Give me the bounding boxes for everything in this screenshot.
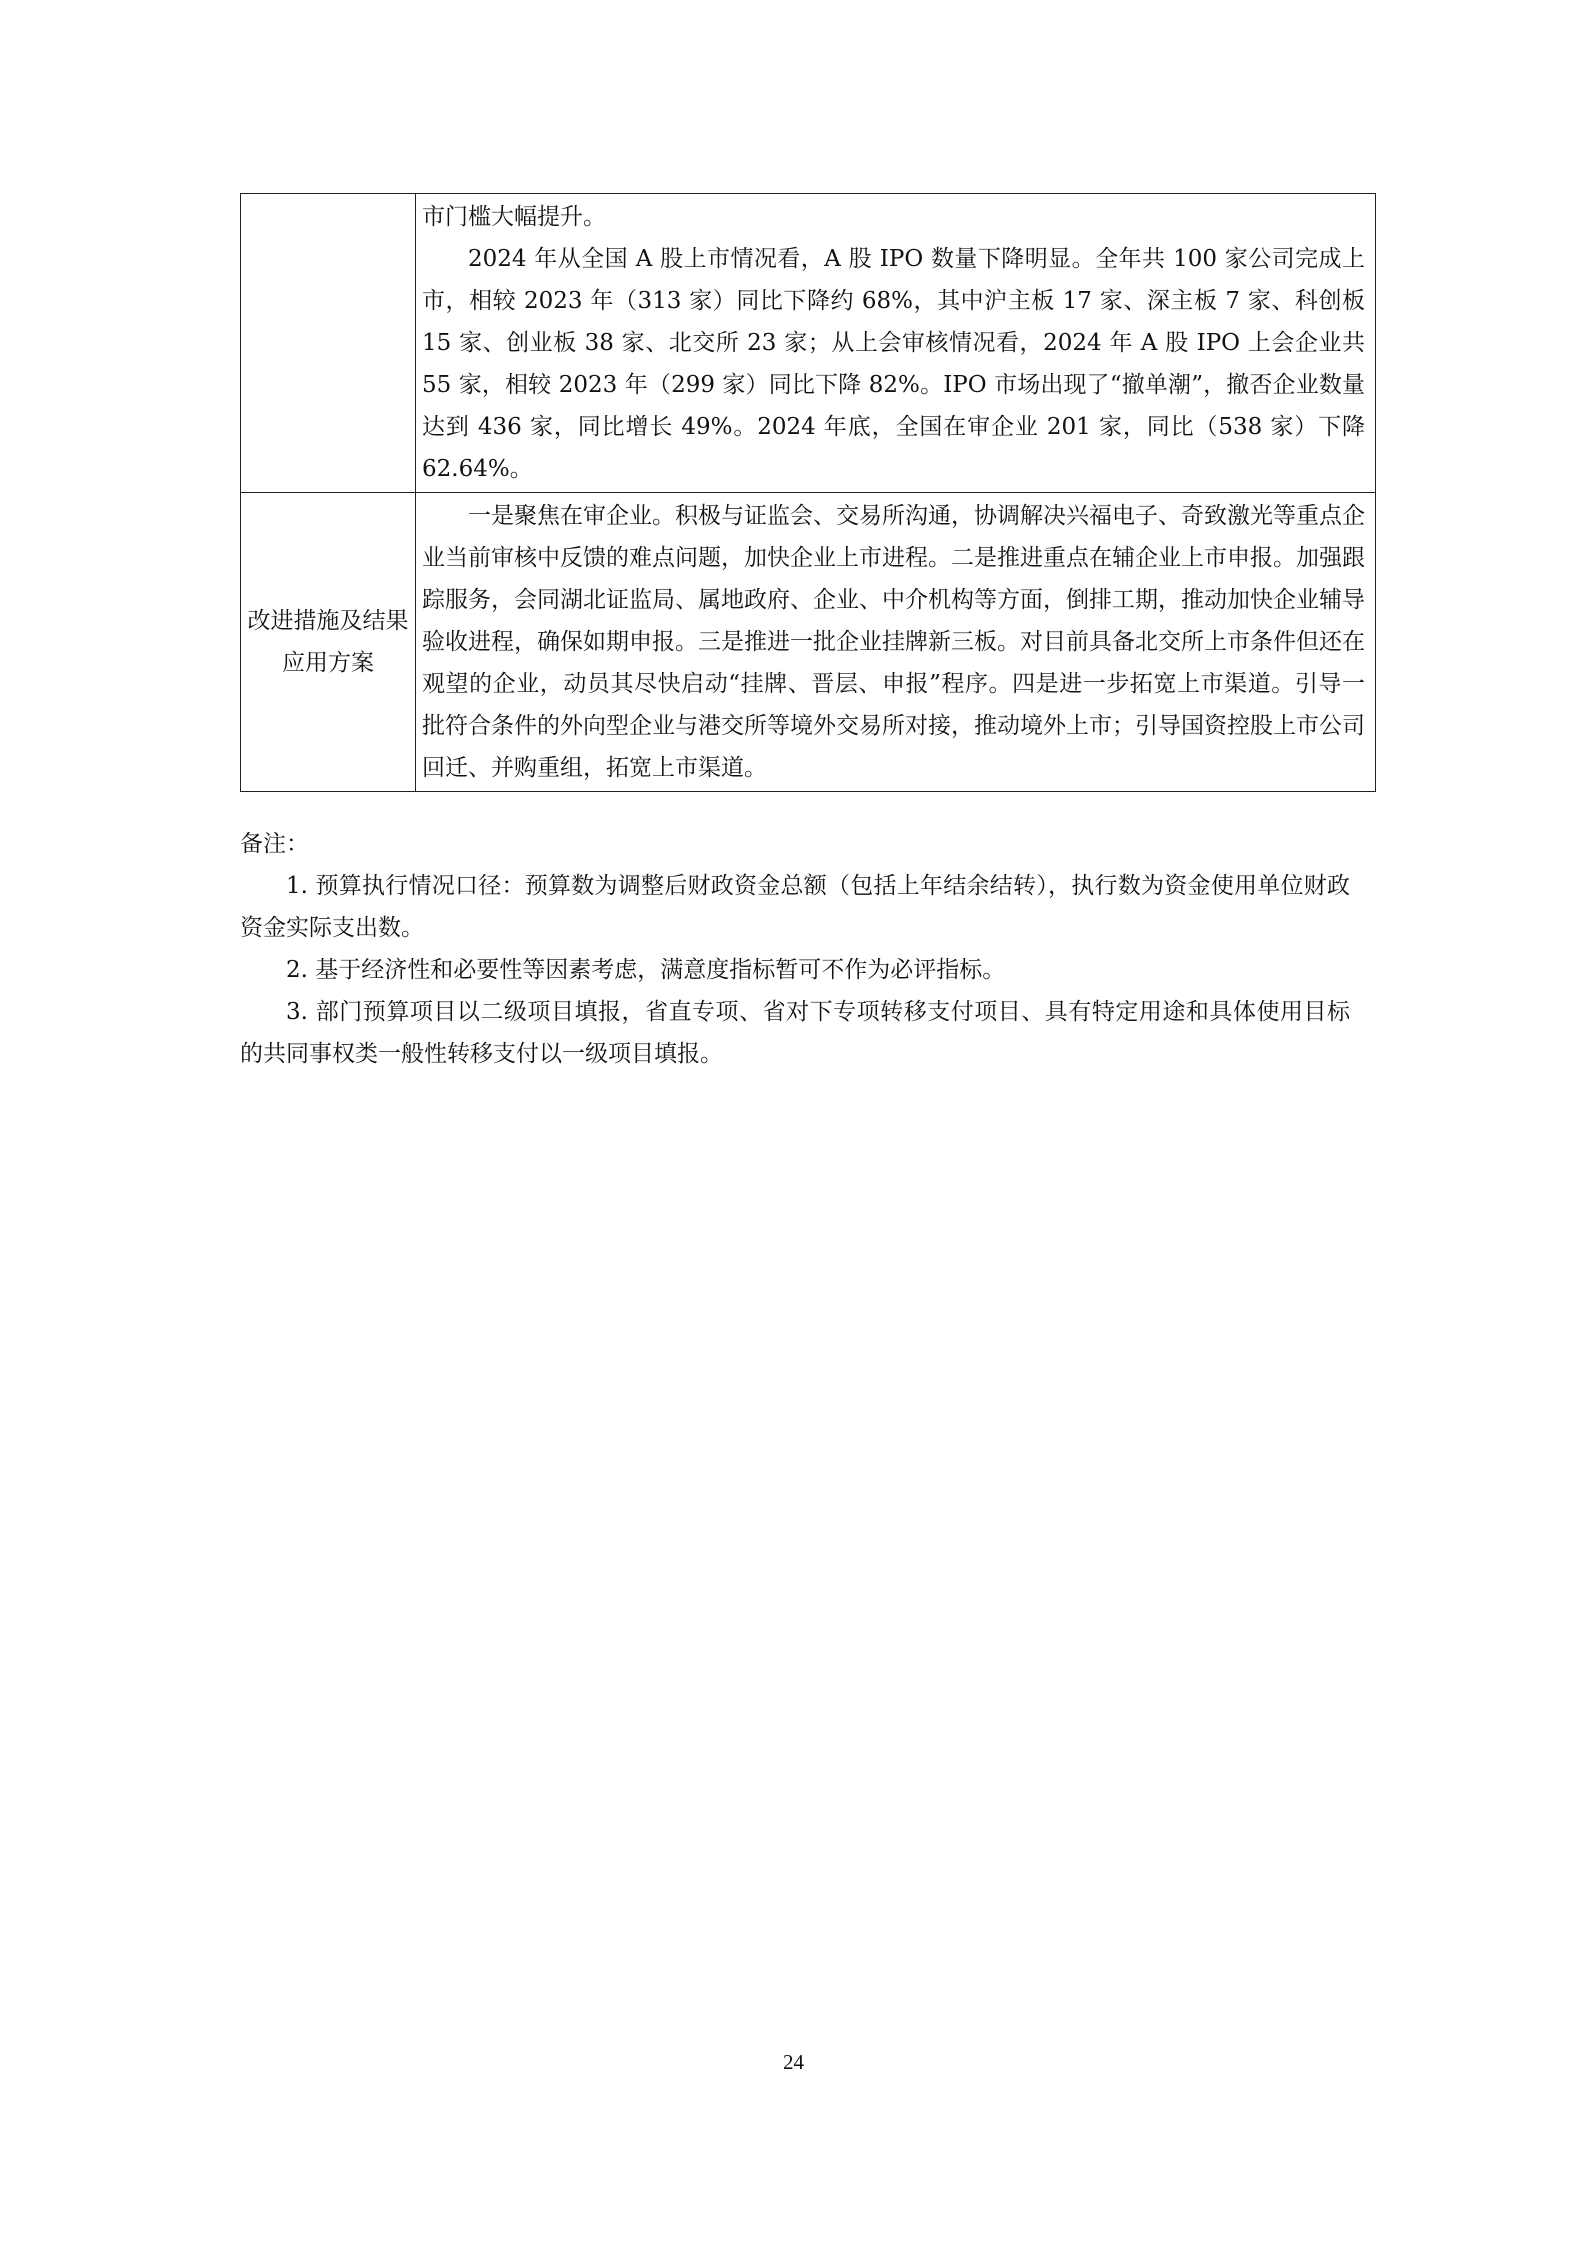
table-row bbox=[241, 194, 1376, 493]
performance-table bbox=[240, 193, 1376, 792]
notes-section bbox=[240, 823, 1350, 1075]
content-paragraph: 2024 年从全国 A 股上市情况看，A 股 IPO 数量下降明显。全年共 100 家公司完成上市，相较 2023 年（313 家）同比下降约 68%，其中沪主板 17 家、深主板 7 家、科创板 15 家、创业板 38 家、北交所 23 家；从上会审核情况看，2024 年 A 股 IPO 上会企业共 55 家，相较 2023 年（299 家）同比下降 82%。IPO 市场出现了“撤单潮”，撤否企业数量达到 436 家，同比增长 49%。2024 年底，全国在审企业 201 家，同比（538 家）下降 62.64%。 bbox=[422, 246, 1365, 482]
row-label-cell: 改进措施及结果应用方案 bbox=[241, 493, 416, 792]
note-item: 3. 部门预算项目以二级项目填报，省直专项、省对下专项转移支付项目、具有特定用途和具体使用目标的共同事权类一般性转移支付以一级项目填报。 bbox=[240, 999, 1350, 1067]
row-content-cell bbox=[416, 194, 1376, 493]
row-label-cell bbox=[241, 194, 416, 493]
row-content-cell bbox=[416, 493, 1376, 792]
content-paragraph: 一是聚焦在审企业。积极与证监会、交易所沟通，协调解决兴福电子、奇致激光等重点企业当前审核中反馈的难点问题，加快企业上市进程。二是推进重点在辅企业上市申报。加强跟踪服务，会同湖北证监局、属地政府、企业、中介机构等方面，倒排工期，推动加快企业辅导验收进程，确保如期申报。三是推进一批企业挂牌新三板。对目前具备北交所上市条件但还在观望的企业，动员其尽快启动“挂牌、晋层、申报”程序。四是进一步拓宽上市渠道。引导一批符合条件的外向型企业与港交所等境外交易所对接，推动境外上市；引导国资控股上市公司回迁、并购重组，拓宽上市渠道。 bbox=[422, 503, 1365, 781]
notes-heading: 备注： bbox=[240, 831, 309, 857]
content-paragraph: 市门槛大幅提升。 bbox=[422, 204, 606, 230]
page-number: 24 bbox=[783, 2050, 804, 2074]
table-row bbox=[241, 493, 1376, 792]
note-item: 1. 预算执行情况口径：预算数为调整后财政资金总额（包括上年结余结转），执行数为资金使用单位财政资金实际支出数。 bbox=[240, 873, 1350, 941]
note-item: 2. 基于经济性和必要性等因素考虑，满意度指标暂可不作为必评指标。 bbox=[286, 957, 1006, 983]
